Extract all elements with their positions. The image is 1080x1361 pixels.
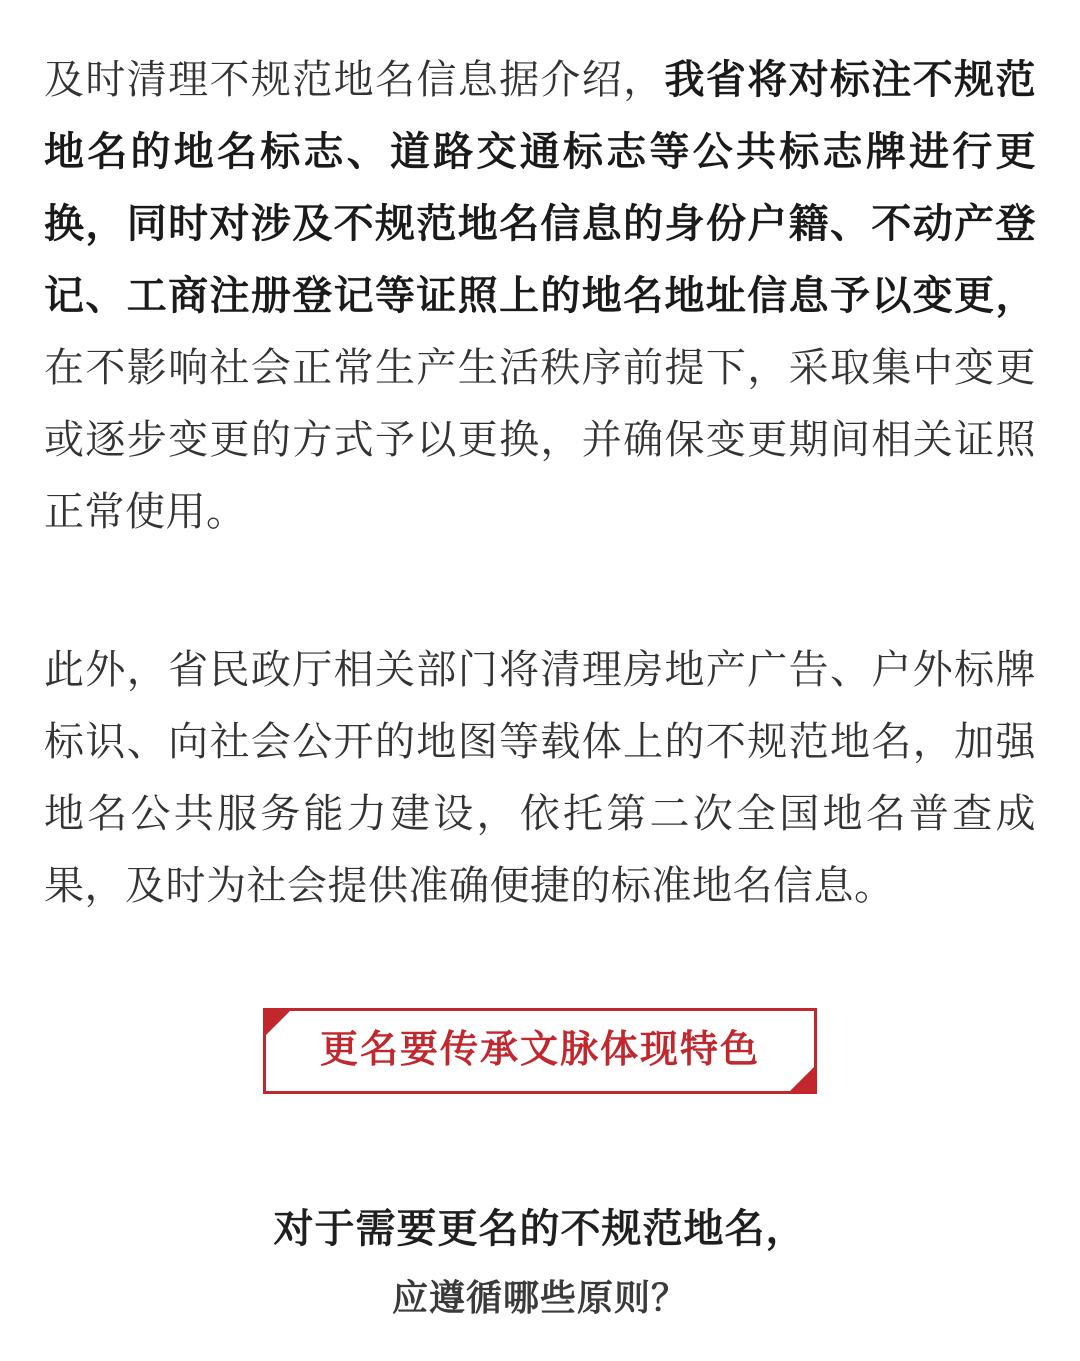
section-banner-title: 更名要传承文脉体现特色 bbox=[319, 1029, 760, 1071]
paragraph-two: 此外，省民政厅相关部门将清理房地产广告、户外标牌标识、向社会公开的地图等载体上的不规范地名，加强地名公共服务能力建设，依托第二次全国地名普查成果，及时为社会提供准确便捷的标准地名信息。 bbox=[44, 648, 1036, 908]
question-line-one: 对于需要更名的不规范地名， bbox=[273, 1207, 807, 1251]
banner-corner-top-left-icon bbox=[263, 1008, 293, 1038]
paragraph-one bbox=[44, 44, 1036, 548]
question-block bbox=[44, 1198, 1036, 1326]
question-line-two: 应遵循哪些原则？ bbox=[391, 1277, 688, 1318]
section-banner bbox=[263, 1008, 817, 1094]
section-banner-wrap bbox=[44, 1008, 1036, 1094]
paragraph-one-lead: 及时清理不规范地名信息据介绍， bbox=[44, 58, 665, 102]
paragraph-one-emphasis: 我省将对标注不规范地名的地名标志、道路交通标志等公共标志牌进行更换，同时对涉及不规范地名信息的身份户籍、不动产登记、工商注册登记等证照上的地名地址信息予以变更， bbox=[44, 58, 1037, 318]
banner-corner-bottom-right-icon bbox=[787, 1064, 817, 1094]
paragraph-one-tail: 在不影响社会正常生产生活秩序前提下，采取集中变更或逐步变更的方式予以更换，并确保变更期间相关证照正常使用。 bbox=[44, 346, 1036, 534]
